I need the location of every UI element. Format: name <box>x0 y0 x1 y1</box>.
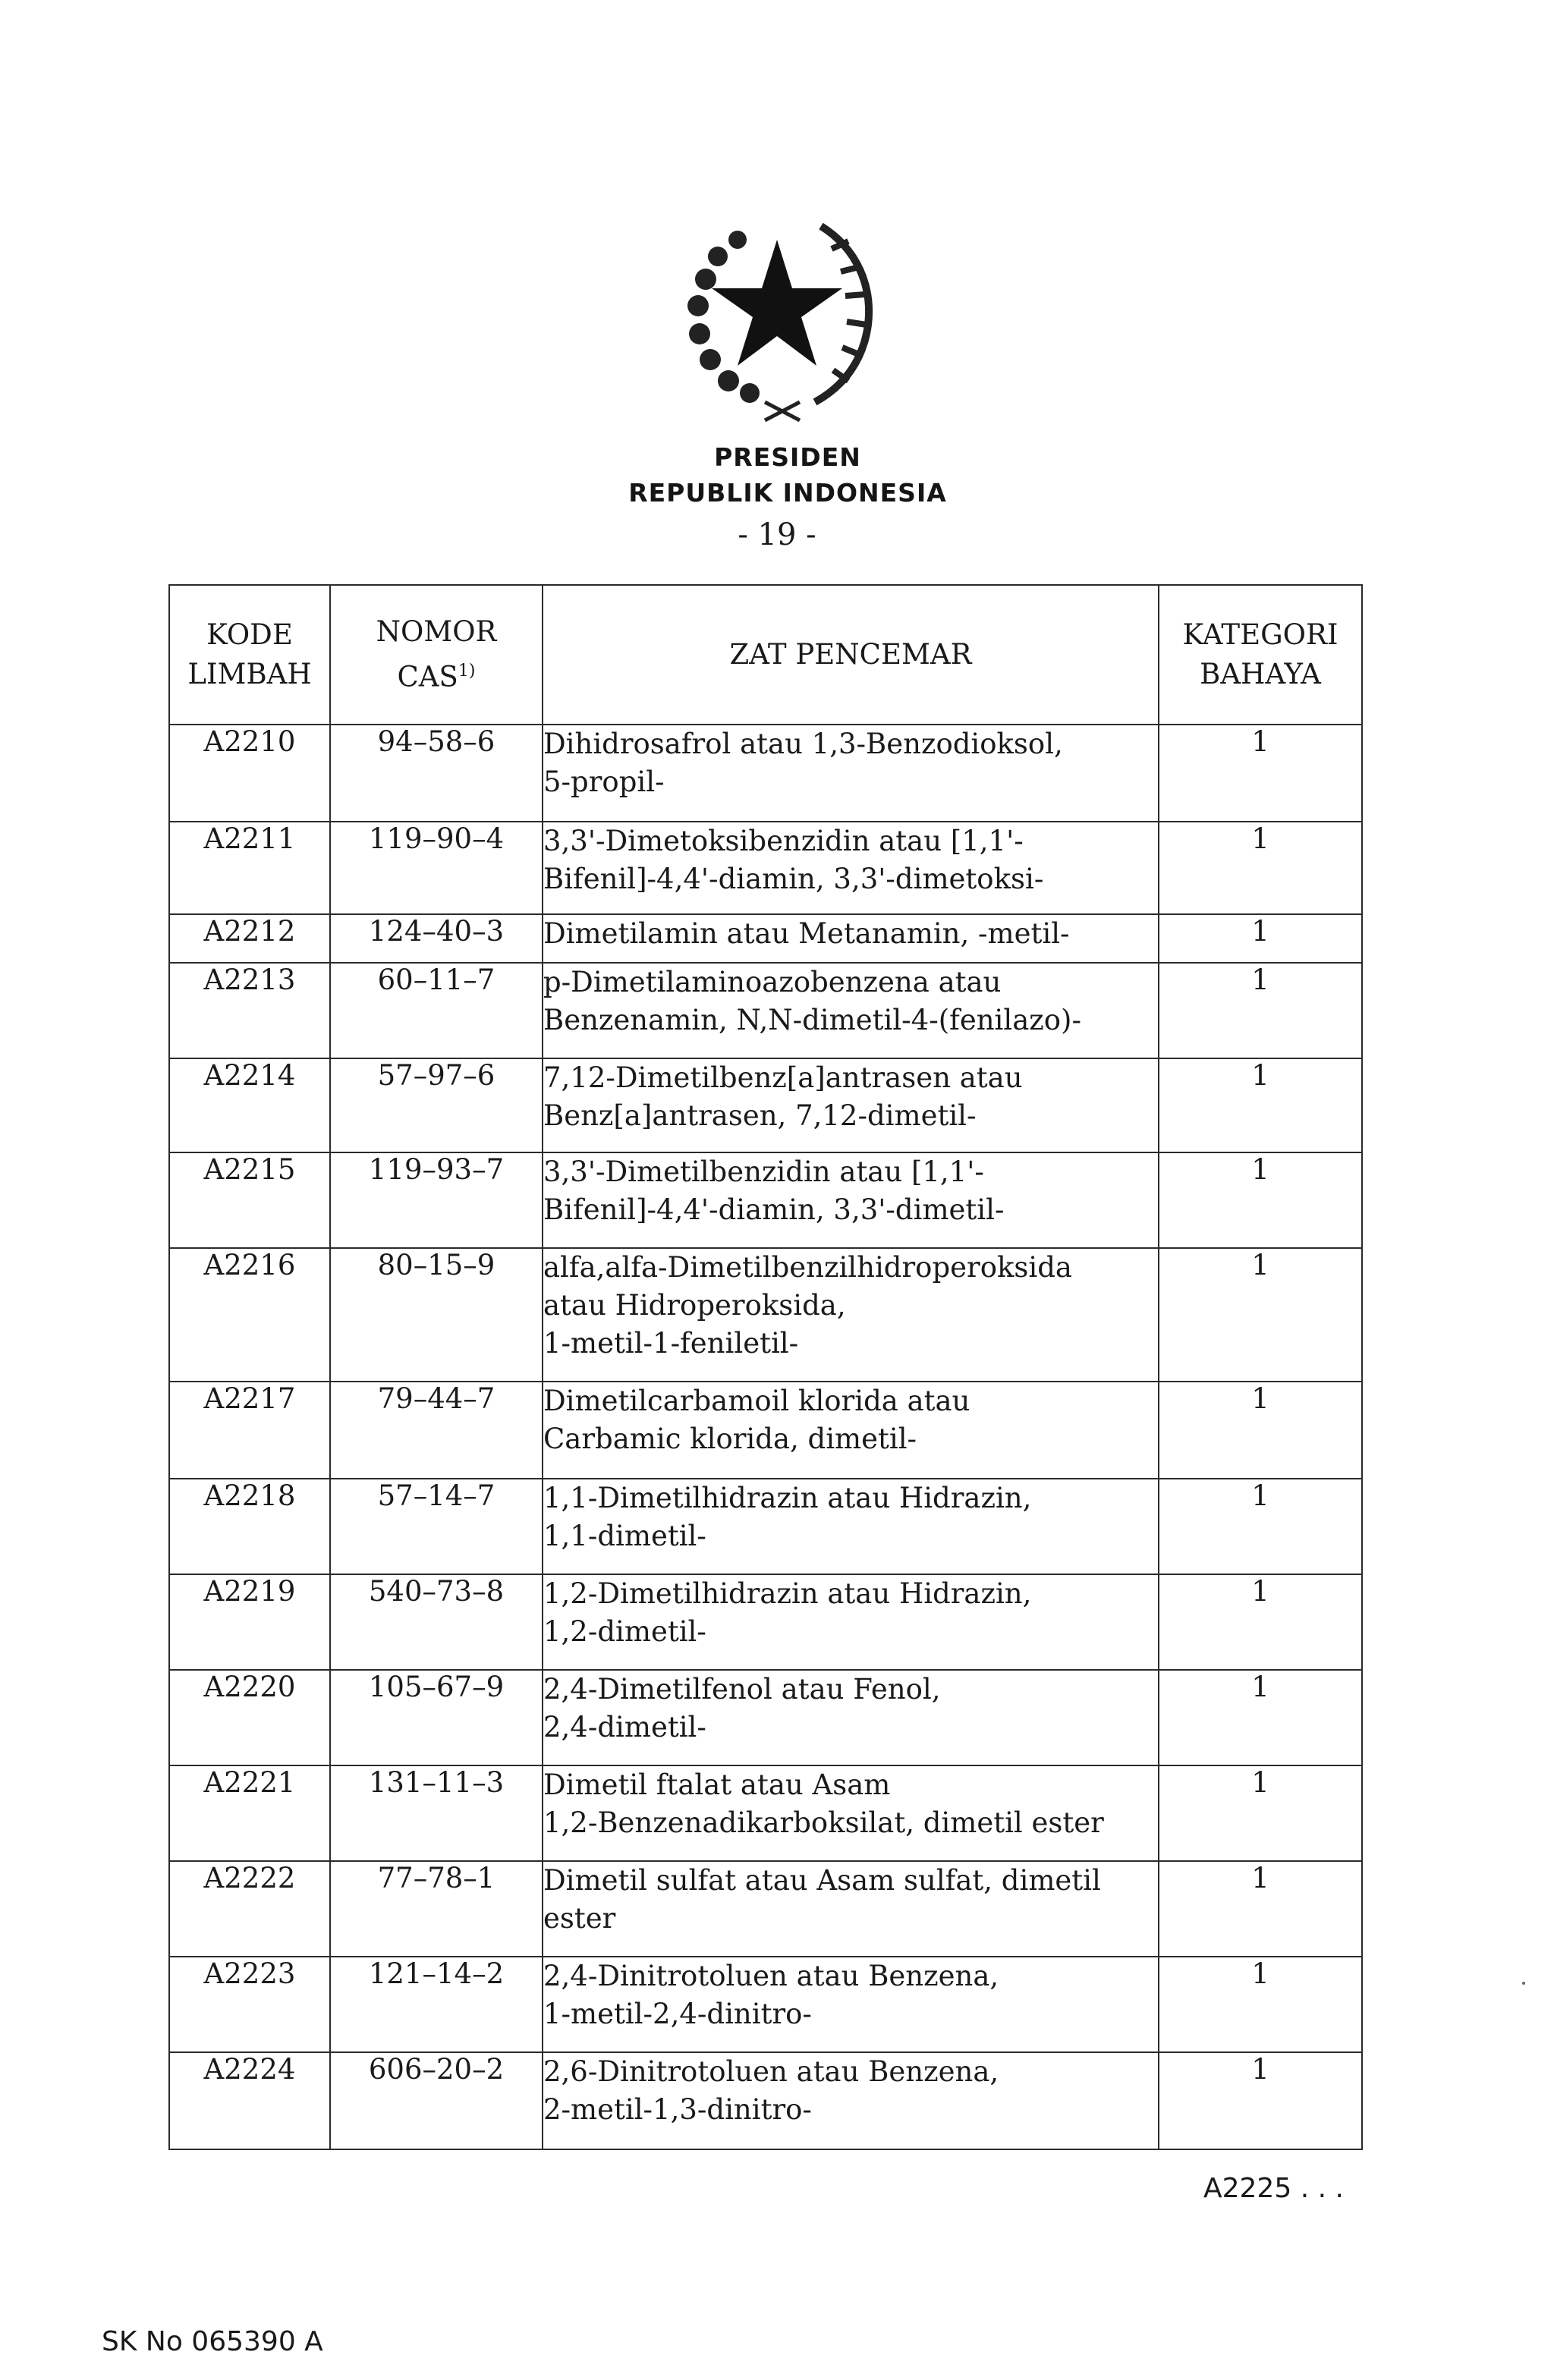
zat-pencemar-cell <box>543 1957 1159 2052</box>
header-zat-pencemar: ZAT PENCEMAR <box>543 585 1159 725</box>
kategori-bahaya-cell: 1 <box>1159 1152 1362 1248</box>
zat-line: Benz[a]antrasen, 7,12-dimetil- <box>543 1099 977 1132</box>
table-row <box>169 1861 1362 1957</box>
zat-pencemar-cell <box>543 963 1159 1058</box>
kode-limbah-cell: A2214 <box>169 1058 330 1152</box>
zat-pencemar-cell <box>543 725 1159 822</box>
zat-pencemar-cell <box>543 1248 1159 1382</box>
table-row <box>169 914 1362 963</box>
nomor-cas-cell: 119–93–7 <box>330 1152 543 1248</box>
nomor-cas-cell: 121–14–2 <box>330 1957 543 2052</box>
table-row <box>169 1670 1362 1765</box>
nomor-cas-cell: 77–78–1 <box>330 1861 543 1957</box>
nomor-cas-cell: 57–97–6 <box>330 1058 543 1152</box>
kode-limbah-cell: A2221 <box>169 1765 330 1861</box>
garuda-star-emblem-icon <box>659 203 895 431</box>
kategori-bahaya-cell: 1 <box>1159 822 1362 914</box>
header-republik: REPUBLIK INDONESIA <box>628 478 947 508</box>
zat-line: 2,4-Dinitrotoluen atau Benzena, <box>543 1960 999 1992</box>
zat-line: 2,4-dimetil- <box>543 1711 706 1743</box>
table-row <box>169 822 1362 914</box>
zat-pencemar-cell <box>543 1861 1159 1957</box>
kategori-bahaya-cell: 1 <box>1159 1574 1362 1670</box>
table-row <box>169 2052 1362 2149</box>
nomor-cas-cell: 94–58–6 <box>330 725 543 822</box>
zat-line: 1-metil-1-feniletil- <box>543 1327 799 1360</box>
zat-line: Dimetilamin atau Metanamin, -metil- <box>543 917 1070 950</box>
zat-line: Dimetilcarbamoil klorida atau <box>543 1385 970 1417</box>
table-row <box>169 1152 1362 1248</box>
zat-line: 3,3'-Dimetoksibenzidin atau [1,1'- <box>543 825 1024 857</box>
kode-limbah-cell: A2213 <box>169 963 330 1058</box>
zat-line: Dimetil ftalat atau Asam <box>543 1768 891 1801</box>
zat-line: 2-metil-1,3-dinitro- <box>543 2093 812 2126</box>
table-row <box>169 1957 1362 2052</box>
nomor-cas-cell: 60–11–7 <box>330 963 543 1058</box>
kode-limbah-cell: A2220 <box>169 1670 330 1765</box>
zat-pencemar-cell <box>543 1152 1159 1248</box>
zat-pencemar-cell <box>543 1479 1159 1574</box>
kode-limbah-cell: A2211 <box>169 822 330 914</box>
nomor-cas-cell: 540–73–8 <box>330 1574 543 1670</box>
zat-line: 1-metil-2,4-dinitro- <box>543 1998 812 2030</box>
kategori-bahaya-cell: 1 <box>1159 1765 1362 1861</box>
table-row <box>169 1248 1362 1382</box>
table-row <box>169 1765 1362 1861</box>
footer-document-number: SK No 065390 A <box>102 2326 323 2357</box>
table-row <box>169 963 1362 1058</box>
zat-line: 1,2-Benzenadikarboksilat, dimetil ester <box>543 1806 1104 1839</box>
table-row <box>169 1382 1362 1479</box>
nomor-cas-cell: 119–90–4 <box>330 822 543 914</box>
zat-line: Carbamic klorida, dimetil- <box>543 1423 917 1455</box>
nomor-cas-cell: 606–20–2 <box>330 2052 543 2149</box>
zat-line: 1,1-Dimetilhidrazin atau Hidrazin, <box>543 1482 1032 1514</box>
zat-pencemar-cell <box>543 2052 1159 2149</box>
nomor-cas-cell: 80–15–9 <box>330 1248 543 1382</box>
header-kode-limbah: KODE LIMBAH <box>169 585 330 725</box>
kategori-bahaya-cell: 1 <box>1159 1861 1362 1957</box>
zat-pencemar-cell <box>543 1382 1159 1479</box>
zat-line: Bifenil]-4,4'-diamin, 3,3'-dimetoksi- <box>543 863 1044 895</box>
zat-pencemar-cell <box>543 1670 1159 1765</box>
zat-line: Dihidrosafrol atau 1,3-Benzodioksol, <box>543 728 1063 760</box>
table-row <box>169 1574 1362 1670</box>
kode-limbah-cell: A2223 <box>169 1957 330 2052</box>
zat-pencemar-cell <box>543 914 1159 963</box>
table-row <box>169 1058 1362 1152</box>
kategori-bahaya-cell: 1 <box>1159 1058 1362 1152</box>
zat-pencemar-cell <box>543 1765 1159 1861</box>
kategori-bahaya-cell: 1 <box>1159 1248 1362 1382</box>
zat-pencemar-cell <box>543 1058 1159 1152</box>
zat-line: 2,6-Dinitrotoluen atau Benzena, <box>543 2055 999 2088</box>
kode-limbah-cell: A2216 <box>169 1248 330 1382</box>
kode-limbah-cell: A2212 <box>169 914 330 963</box>
zat-line: Bifenil]-4,4'-diamin, 3,3'-dimetil- <box>543 1193 1005 1226</box>
page-number: - 19 - <box>738 517 816 552</box>
header-presiden: PRESIDEN <box>714 442 861 472</box>
zat-line: p-Dimetilaminoazobenzena atau <box>543 966 1002 998</box>
kategori-bahaya-cell: 1 <box>1159 1670 1362 1765</box>
header-kategori-bahaya: KATEGORI BAHAYA <box>1159 585 1362 725</box>
zat-pencemar-cell <box>543 1574 1159 1670</box>
zat-line: alfa,alfa-Dimetilbenzilhidroperoksida <box>543 1251 1072 1284</box>
kategori-bahaya-cell: 1 <box>1159 1479 1362 1574</box>
kategori-bahaya-cell: 1 <box>1159 725 1362 822</box>
continuation-marker: A2225 . . . <box>1203 2173 1344 2204</box>
nomor-cas-cell: 124–40–3 <box>330 914 543 963</box>
kategori-bahaya-cell: 1 <box>1159 1957 1362 2052</box>
zat-line: 1,1-dimetil- <box>543 1520 706 1552</box>
kode-limbah-cell: A2219 <box>169 1574 330 1670</box>
nomor-cas-cell: 105–67–9 <box>330 1670 543 1765</box>
header-nomor-cas: NOMOR CAS$^{1)}$ <box>330 585 543 725</box>
kategori-bahaya-cell: 1 <box>1159 963 1362 1058</box>
zat-line: ester <box>543 1902 616 1935</box>
nomor-cas-cell: 57–14–7 <box>330 1479 543 1574</box>
zat-line: 1,2-dimetil- <box>543 1615 706 1648</box>
table-row <box>169 725 1362 822</box>
nomor-cas-cell: 131–11–3 <box>330 1765 543 1861</box>
kode-limbah-cell: A2218 <box>169 1479 330 1574</box>
kode-limbah-cell: A2224 <box>169 2052 330 2149</box>
kategori-bahaya-cell: 1 <box>1159 2052 1362 2149</box>
zat-line: 1,2-Dimetilhidrazin atau Hidrazin, <box>543 1577 1032 1610</box>
kode-limbah-cell: A2222 <box>169 1861 330 1957</box>
zat-line: 5-propil- <box>543 766 665 798</box>
zat-line: 7,12-Dimetilbenz[a]antrasen atau <box>543 1061 1023 1094</box>
nomor-cas-cell: 79–44–7 <box>330 1382 543 1479</box>
zat-line: 3,3'-Dimetilbenzidin atau [1,1'- <box>543 1155 984 1188</box>
kategori-bahaya-cell: 1 <box>1159 914 1362 963</box>
waste-table <box>168 584 1363 2150</box>
zat-line: atau Hidroperoksida, <box>543 1289 846 1322</box>
table-row <box>169 1479 1362 1574</box>
zat-line: Benzenamin, N,N-dimetil-4-(fenilazo)- <box>543 1004 1081 1036</box>
kode-limbah-cell: A2210 <box>169 725 330 822</box>
scan-speck <box>1522 1982 1525 1985</box>
kode-limbah-cell: A2215 <box>169 1152 330 1248</box>
zat-line: Dimetil sulfat atau Asam sulfat, dimetil <box>543 1864 1101 1897</box>
kode-limbah-cell: A2217 <box>169 1382 330 1479</box>
kategori-bahaya-cell: 1 <box>1159 1382 1362 1479</box>
zat-pencemar-cell <box>543 822 1159 914</box>
table-header-row <box>169 585 1362 725</box>
zat-line: 2,4-Dimetilfenol atau Fenol, <box>543 1673 941 1706</box>
